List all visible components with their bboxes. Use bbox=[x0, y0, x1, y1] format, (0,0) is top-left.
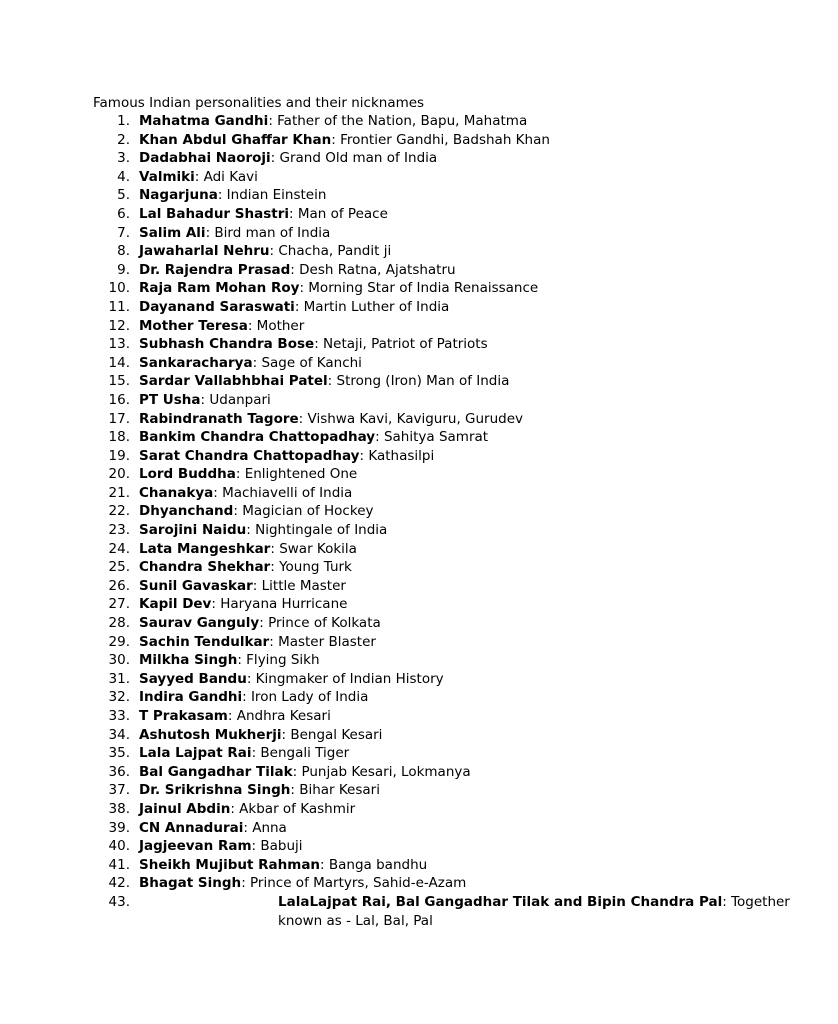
list-item-number: 34. bbox=[108, 726, 130, 743]
list-item-text bbox=[139, 707, 331, 726]
list-item-number: 40. bbox=[108, 838, 130, 855]
nickname: Nightingale of India bbox=[255, 522, 388, 539]
list-item-number: 30. bbox=[108, 652, 130, 669]
personality-name: Sunil Gavaskar bbox=[139, 577, 253, 594]
list-item bbox=[0, 465, 699, 484]
personality-name: Sayyed Bandu bbox=[139, 670, 247, 687]
nickname: Man of Peace bbox=[297, 205, 388, 222]
list-item bbox=[0, 521, 699, 540]
nickname: Adi Kavi bbox=[203, 168, 258, 185]
list-item-text bbox=[139, 558, 352, 577]
list-item-text bbox=[139, 372, 509, 391]
list-item bbox=[0, 763, 699, 782]
separator: : bbox=[242, 689, 251, 706]
nickname: Netaji, Patriot of Patriots bbox=[323, 336, 488, 353]
list-item-text bbox=[278, 893, 838, 930]
list-item-text bbox=[139, 633, 376, 652]
nickname: Punjab Kesari, Lokmanya bbox=[301, 763, 471, 780]
list-item-number: 20. bbox=[108, 466, 130, 483]
list-item-number: 25. bbox=[108, 559, 130, 576]
list-item-text bbox=[139, 800, 355, 819]
nickname: Chacha, Pandit ji bbox=[278, 243, 392, 260]
personality-name: Sheikh Mujibut Rahman bbox=[139, 856, 321, 873]
list-item bbox=[0, 595, 699, 614]
list-item-number: 23. bbox=[108, 522, 130, 539]
nickname: Grand Old man of India bbox=[279, 150, 438, 167]
separator: : bbox=[205, 224, 215, 241]
list-item-number: 15. bbox=[108, 373, 130, 390]
personality-name: Dadabhai Naoroji bbox=[139, 150, 271, 167]
personality-name: Dr. Rajendra Prasad bbox=[139, 261, 291, 278]
separator: : bbox=[331, 131, 341, 148]
personality-name: Rabindranath Tagore bbox=[139, 410, 299, 427]
list-item-text bbox=[139, 540, 357, 559]
nickname: Together known as - Lal, Bal, Pal bbox=[278, 893, 790, 929]
list-item bbox=[0, 149, 699, 168]
nickname: Desh Ratna, Ajatshatru bbox=[299, 261, 456, 278]
list-item bbox=[0, 112, 699, 131]
nickname: Bird man of India bbox=[214, 224, 331, 241]
list-item bbox=[0, 186, 699, 205]
list-item-text bbox=[139, 502, 374, 521]
list-item-text bbox=[139, 521, 387, 540]
list-item-number: 13. bbox=[108, 336, 130, 353]
list-item-number: 2. bbox=[117, 131, 130, 148]
separator: : bbox=[298, 410, 308, 427]
personality-name: Sachin Tendulkar bbox=[139, 633, 270, 650]
personality-name: Ashutosh Mukherji bbox=[139, 726, 282, 743]
list-item bbox=[0, 614, 699, 633]
list-item-number: 6. bbox=[117, 205, 130, 222]
list-item-text bbox=[139, 465, 357, 484]
list-item-text bbox=[139, 763, 471, 782]
personality-name: Dayanand Saraswati bbox=[139, 298, 295, 315]
list-item bbox=[0, 317, 699, 336]
separator: : bbox=[235, 466, 245, 483]
list-item-number: 43. bbox=[108, 893, 130, 910]
list-item bbox=[0, 893, 790, 930]
list-item-number: 38. bbox=[108, 800, 130, 817]
list-item bbox=[0, 242, 699, 261]
nickname: Young Turk bbox=[279, 559, 352, 576]
personality-name: Dhyanchand bbox=[139, 503, 234, 520]
list-item bbox=[0, 670, 699, 689]
list-item-text bbox=[139, 391, 271, 410]
personality-name: Nagarjuna bbox=[139, 187, 218, 204]
list-item-text bbox=[139, 856, 427, 875]
list-item-number: 4. bbox=[117, 168, 130, 185]
list-item-number: 12. bbox=[108, 317, 130, 334]
personality-name: Sardar Vallabhbhai Patel bbox=[139, 373, 328, 390]
nickname: Banga bandhu bbox=[328, 856, 428, 873]
list-item bbox=[0, 428, 699, 447]
list-item-number: 1. bbox=[117, 113, 130, 129]
list-item-number: 21. bbox=[108, 484, 130, 501]
list-item-number: 27. bbox=[108, 596, 130, 613]
list-item-number: 36. bbox=[108, 763, 130, 780]
personality-name: Subhash Chandra Bose bbox=[139, 336, 315, 353]
separator: : bbox=[289, 205, 298, 222]
list-item bbox=[0, 726, 699, 745]
list-item-text bbox=[139, 410, 523, 429]
list-item bbox=[0, 354, 699, 373]
personality-name: Lata Mangeshkar bbox=[139, 540, 271, 557]
list-item-number: 42. bbox=[108, 875, 130, 892]
list-item-text bbox=[139, 242, 391, 261]
separator: : bbox=[320, 856, 329, 873]
list-item bbox=[0, 298, 699, 317]
list-item-text bbox=[139, 837, 303, 856]
list-item-number: 31. bbox=[108, 670, 130, 687]
list-item-number: 37. bbox=[108, 782, 130, 799]
list-item-text bbox=[139, 484, 352, 503]
separator: : bbox=[281, 726, 291, 743]
nickname: Udanpari bbox=[209, 391, 271, 408]
personality-name: Milkha Singh bbox=[139, 652, 238, 669]
personality-name: Bankim Chandra Chattopadhay bbox=[139, 429, 376, 446]
document-title: Famous Indian personalities and their nicknames bbox=[93, 95, 425, 111]
list-item-text bbox=[139, 651, 320, 670]
separator: : bbox=[292, 763, 302, 780]
nickname: Andhra Kesari bbox=[236, 708, 331, 724]
list-item-number: 41. bbox=[108, 856, 130, 873]
personality-name: Sarojini Naidu bbox=[139, 522, 247, 539]
separator: : bbox=[259, 615, 269, 632]
personality-name: Mahatma Gandhi bbox=[139, 113, 269, 129]
nickname: Kingmaker of Indian History bbox=[255, 670, 444, 687]
personality-name: Kapil Dev bbox=[139, 596, 212, 613]
separator: : bbox=[290, 261, 300, 278]
separator: : bbox=[243, 819, 253, 836]
separator: : bbox=[270, 150, 280, 167]
list-item-number: 33. bbox=[108, 708, 130, 724]
list-item-text bbox=[139, 670, 444, 689]
list-item-number: 7. bbox=[117, 224, 130, 241]
list-item-text bbox=[139, 279, 538, 298]
list-item-text bbox=[139, 781, 380, 800]
separator: : bbox=[246, 522, 256, 539]
list-item bbox=[0, 837, 699, 856]
separator: : bbox=[722, 893, 732, 910]
list-item-text bbox=[139, 261, 456, 280]
separator: : bbox=[213, 484, 223, 501]
list-item-text bbox=[139, 298, 449, 317]
nickname: Mother bbox=[256, 317, 305, 334]
separator: : bbox=[268, 113, 278, 129]
personality-name: Salim Ali bbox=[139, 224, 206, 241]
list-item-number: 26. bbox=[108, 577, 130, 594]
list-item bbox=[0, 372, 699, 391]
list-item-number: 17. bbox=[108, 410, 130, 427]
list-item bbox=[0, 168, 699, 187]
personality-name: Raja Ram Mohan Roy bbox=[139, 280, 300, 297]
nickname: Little Master bbox=[261, 577, 346, 594]
list-item-number: 32. bbox=[108, 689, 130, 706]
separator: : bbox=[230, 800, 240, 817]
nickname: Vishwa Kavi, Kaviguru, Gurudev bbox=[307, 410, 524, 427]
nickname: Bihar Kesari bbox=[299, 782, 380, 799]
personality-name: Dr. Srikrishna Singh bbox=[139, 782, 291, 799]
separator: : bbox=[269, 243, 279, 260]
personality-name: Jagjeevan Ram bbox=[139, 838, 252, 855]
nickname: Enlightened One bbox=[244, 466, 358, 483]
nickname: Indian Einstein bbox=[226, 187, 327, 204]
personality-name: Valmiki bbox=[139, 168, 195, 185]
personality-name: Bhagat Singh bbox=[139, 875, 242, 892]
personality-name: Jainul Abdin bbox=[139, 800, 231, 817]
list-item-text bbox=[139, 112, 527, 131]
nickname: Frontier Gandhi, Badshah Khan bbox=[340, 131, 550, 148]
personality-name: Lal Bahadur Shastri bbox=[139, 205, 290, 222]
personality-name: Bal Gangadhar Tilak bbox=[139, 763, 293, 780]
list-item-text bbox=[139, 354, 362, 373]
list-item-number: 29. bbox=[108, 633, 130, 650]
personality-name: Saurav Ganguly bbox=[139, 615, 260, 632]
nickname: Master Blaster bbox=[278, 633, 376, 650]
list-item-text bbox=[139, 447, 434, 466]
nickname: Flying Sikh bbox=[246, 652, 320, 669]
separator: : bbox=[241, 875, 251, 892]
nickname: Machiavelli of India bbox=[222, 484, 353, 501]
separator: : bbox=[314, 336, 324, 353]
separator: : bbox=[270, 540, 280, 557]
list-item-text bbox=[139, 168, 258, 187]
personality-name: Jawaharlal Nehru bbox=[139, 243, 270, 260]
nickname: Prince of Kolkata bbox=[268, 615, 381, 632]
personality-name: CN Annadurai bbox=[139, 819, 244, 836]
list-item bbox=[0, 502, 699, 521]
list-item-number: 39. bbox=[108, 819, 130, 836]
nickname-list bbox=[0, 112, 790, 930]
list-item bbox=[0, 410, 699, 429]
personality-name: Mother Teresa bbox=[139, 317, 248, 334]
separator: : bbox=[327, 373, 337, 390]
nickname: Morning Star of India Renaissance bbox=[308, 280, 539, 297]
list-item bbox=[0, 633, 699, 652]
list-item-text bbox=[139, 744, 349, 763]
list-item-text bbox=[139, 149, 437, 168]
list-item-number: 22. bbox=[108, 503, 130, 520]
personality-name: T Prakasam bbox=[139, 708, 228, 724]
nickname: Strong (Iron) Man of India bbox=[336, 373, 510, 390]
separator: : bbox=[233, 503, 243, 520]
list-item-number: 11. bbox=[108, 298, 130, 315]
personality-name: Khan Abdul Ghaffar Khan bbox=[139, 131, 332, 148]
nickname: Akbar of Kashmir bbox=[239, 800, 356, 817]
personality-name: Chandra Shekhar bbox=[139, 559, 271, 576]
list-item-number: 28. bbox=[108, 615, 130, 632]
list-item-number: 14. bbox=[108, 354, 130, 371]
list-item bbox=[0, 800, 699, 819]
separator: : bbox=[269, 633, 279, 650]
list-item-text bbox=[139, 205, 388, 224]
separator: : bbox=[270, 559, 280, 576]
separator: : bbox=[290, 782, 300, 799]
list-item-number: 10. bbox=[108, 280, 130, 297]
list-item bbox=[0, 540, 699, 559]
list-item-text bbox=[139, 614, 381, 633]
list-item-number: 8. bbox=[117, 243, 130, 260]
list-item-text bbox=[139, 819, 287, 838]
nickname: Magician of Hockey bbox=[242, 503, 374, 520]
list-item bbox=[0, 391, 699, 410]
list-item-text bbox=[139, 688, 368, 707]
nickname: Sage of Kanchi bbox=[261, 354, 362, 371]
separator: : bbox=[237, 652, 247, 669]
list-item-number: 35. bbox=[108, 745, 130, 762]
nickname: Iron Lady of India bbox=[250, 689, 369, 706]
nickname: Prince of Martyrs, Sahid-e-Azam bbox=[250, 875, 467, 892]
list-item bbox=[0, 447, 699, 466]
list-item-number: 3. bbox=[117, 150, 130, 167]
separator: : bbox=[375, 429, 384, 446]
nickname: Swar Kokila bbox=[279, 540, 357, 557]
nickname: Babuji bbox=[260, 838, 303, 855]
separator: : bbox=[251, 838, 261, 855]
list-item-number: 18. bbox=[108, 429, 130, 446]
list-item-text bbox=[139, 577, 346, 596]
personality-name: Lala Lajpat Rai bbox=[139, 745, 252, 762]
list-item-text bbox=[139, 131, 550, 150]
list-item-text bbox=[139, 317, 304, 336]
list-item-text bbox=[139, 186, 326, 205]
nickname: Anna bbox=[252, 819, 287, 836]
list-item-text bbox=[139, 874, 466, 893]
list-item bbox=[0, 781, 699, 800]
list-item bbox=[0, 651, 699, 670]
list-item bbox=[0, 577, 699, 596]
list-item bbox=[0, 707, 699, 726]
personality-name: Lord Buddha bbox=[139, 466, 236, 483]
personality-name: LalaLajpat Rai, Bal Gangadhar Tilak and Bipin Chandra Pal bbox=[278, 893, 723, 910]
list-item-text bbox=[139, 224, 330, 243]
list-item bbox=[0, 688, 699, 707]
nickname: Bengali Tiger bbox=[260, 745, 350, 762]
separator: : bbox=[251, 745, 261, 762]
separator: : bbox=[252, 354, 262, 371]
personality-name: Sarat Chandra Chattopadhay bbox=[139, 447, 360, 464]
separator: : bbox=[252, 577, 262, 594]
separator: : bbox=[211, 596, 221, 613]
nickname: Sahitya Samrat bbox=[383, 429, 489, 446]
nickname: Father of the Nation, Bapu, Mahatma bbox=[277, 113, 528, 129]
list-item-number: 9. bbox=[117, 261, 130, 278]
list-item bbox=[0, 558, 699, 577]
list-item-text bbox=[139, 428, 488, 447]
list-item bbox=[0, 874, 699, 893]
nickname: Haryana Hurricane bbox=[220, 596, 348, 613]
nickname: Bengal Kesari bbox=[290, 726, 383, 743]
list-item bbox=[0, 484, 699, 503]
list-item bbox=[0, 856, 699, 875]
list-item-number: 19. bbox=[108, 447, 130, 464]
personality-name: PT Usha bbox=[139, 391, 201, 408]
separator: : bbox=[217, 187, 227, 204]
list-item bbox=[0, 205, 699, 224]
separator: : bbox=[200, 391, 210, 408]
personality-name: Sankaracharya bbox=[139, 354, 253, 371]
list-item-text bbox=[139, 335, 488, 354]
personality-name: Indira Gandhi bbox=[139, 689, 243, 706]
list-item bbox=[0, 279, 699, 298]
list-item bbox=[0, 744, 699, 763]
separator: : bbox=[359, 447, 369, 464]
separator: : bbox=[294, 298, 304, 315]
separator: : bbox=[299, 280, 309, 297]
list-item bbox=[0, 335, 699, 354]
separator: : bbox=[247, 317, 257, 334]
list-item-text bbox=[139, 726, 382, 745]
list-item bbox=[0, 131, 699, 150]
list-item-text bbox=[139, 595, 347, 614]
separator: : bbox=[227, 708, 237, 724]
list-item bbox=[0, 261, 699, 280]
nickname: Kathasilpi bbox=[368, 447, 435, 464]
list-item bbox=[0, 224, 699, 243]
list-item-number: 5. bbox=[117, 187, 130, 204]
separator: : bbox=[246, 670, 256, 687]
nickname: Martin Luther of India bbox=[303, 298, 450, 315]
list-item-number: 24. bbox=[108, 540, 130, 557]
separator: : bbox=[194, 168, 204, 185]
list-item-number: 16. bbox=[108, 391, 130, 408]
list-item bbox=[0, 819, 699, 838]
personality-name: Chanakya bbox=[139, 484, 214, 501]
